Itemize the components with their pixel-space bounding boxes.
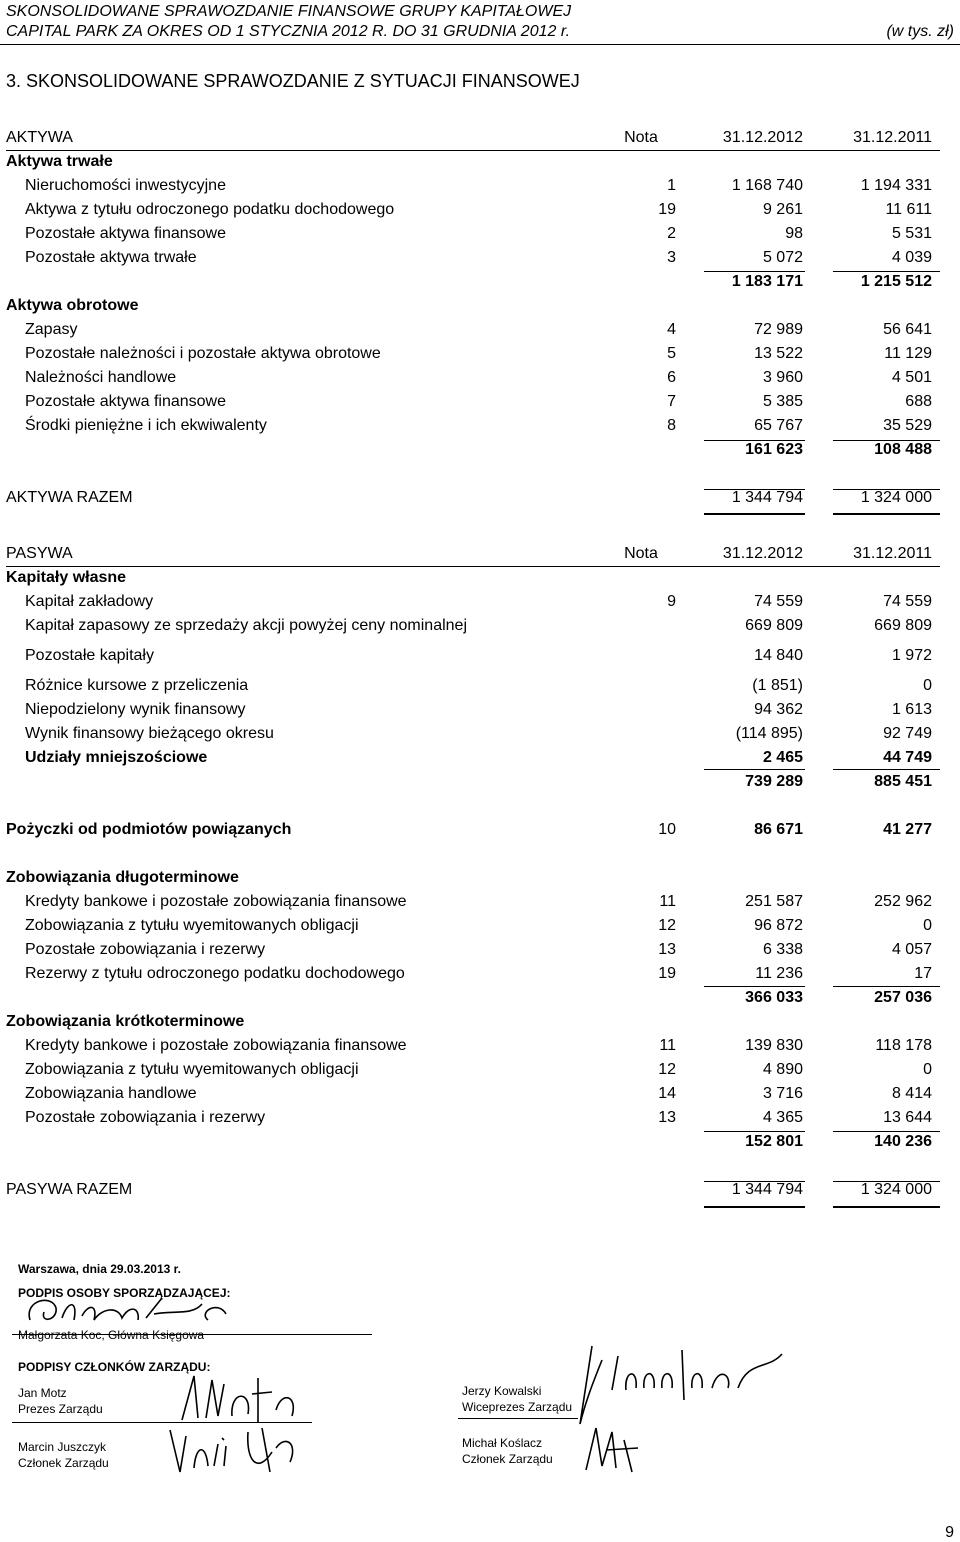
table-row bbox=[6, 222, 940, 246]
report-period: CAPITAL PARK ZA OKRES OD 1 STYCZNIA 2012 R. DO 31 GRUDNIA 2012 r. bbox=[6, 23, 571, 40]
row-label: Pozostałe kapitały bbox=[25, 647, 154, 664]
table-row bbox=[6, 962, 940, 986]
row-note: 11 bbox=[659, 1037, 676, 1054]
table-row bbox=[6, 366, 940, 390]
col-2011-header: 31.12.2011 bbox=[853, 129, 932, 146]
row-value-2012: 11 236 bbox=[755, 965, 803, 982]
row-note: 4 bbox=[667, 321, 676, 338]
liabilities-header-row bbox=[6, 542, 940, 566]
related-loans-2012: 86 671 bbox=[754, 821, 803, 838]
table-row bbox=[6, 1106, 940, 1130]
row-label: Zobowiązania z tytułu wyemitowanych obligacji bbox=[25, 1061, 359, 1078]
row-note: 3 bbox=[667, 249, 676, 266]
row-note: 9 bbox=[667, 593, 676, 610]
member-signature bbox=[572, 1420, 652, 1476]
row-label: Nieruchomości inwestycyjne bbox=[25, 177, 226, 194]
table-row bbox=[6, 414, 940, 438]
subtotal-2011: 1 215 512 bbox=[860, 273, 932, 290]
header-divider bbox=[0, 44, 960, 45]
row-value-2011: 669 809 bbox=[874, 617, 932, 634]
row-value-2011: 11 129 bbox=[884, 345, 932, 362]
minority-2011: 44 749 bbox=[883, 749, 932, 766]
row-label: Kredyty bankowe i pozostałe zobowiązania finansowe bbox=[25, 893, 407, 910]
row-value-2011: 11 611 bbox=[885, 201, 932, 218]
table-row bbox=[6, 614, 940, 638]
row-note: 11 bbox=[659, 893, 676, 910]
col-2011-header: 31.12.2011 bbox=[853, 545, 932, 562]
row-label: Zapasy bbox=[25, 321, 78, 338]
subtotal-2012: 1 183 171 bbox=[731, 273, 803, 290]
row-value-2011: 56 641 bbox=[883, 321, 932, 338]
page-number: 9 bbox=[945, 1524, 954, 1541]
total-double-rule bbox=[833, 513, 940, 515]
minority-label: Udziały mniejszościowe bbox=[25, 749, 208, 766]
row-value-2011: 118 178 bbox=[875, 1037, 932, 1054]
row-label: Kapitał zapasowy ze sprzedaży akcji powyżej ceny nominalnej bbox=[25, 617, 467, 634]
row-label: Różnice kursowe z przeliczenia bbox=[25, 677, 249, 694]
row-label: Kapitał zakładowy bbox=[25, 593, 154, 610]
liabilities-header-rule bbox=[6, 566, 940, 567]
liabilities-total-label: PASYWA RAZEM bbox=[6, 1181, 133, 1198]
col-2012-header: 31.12.2012 bbox=[722, 545, 803, 562]
preparer-name: Małgorzata Koc, Główna Księgowa bbox=[18, 1328, 205, 1342]
board-heading: PODPISY CZŁONKÓW ZARZĄDU: bbox=[18, 1360, 211, 1374]
minority-row bbox=[6, 746, 940, 770]
row-value-2012: 139 830 bbox=[745, 1037, 803, 1054]
total-rule bbox=[833, 1181, 940, 1182]
table-row bbox=[6, 1034, 940, 1058]
row-value-2012: 72 989 bbox=[754, 321, 803, 338]
subtotal-rule bbox=[704, 271, 805, 272]
row-value-2011: 8 414 bbox=[891, 1085, 932, 1102]
liabilities-heading: PASYWA bbox=[6, 545, 73, 562]
total-rule bbox=[704, 1181, 805, 1182]
signature-line bbox=[458, 1418, 578, 1419]
subtotal-2011: 885 451 bbox=[874, 773, 932, 790]
currency-unit: (w tys. zł) bbox=[886, 23, 954, 40]
row-value-2012: 65 767 bbox=[754, 417, 803, 434]
row-value-2012: 669 809 bbox=[745, 617, 803, 634]
row-value-2011: 5 531 bbox=[891, 225, 932, 242]
row-label: Pozostałe należności i pozostałe aktywa obrotowe bbox=[25, 345, 381, 362]
row-value-2011: 252 962 bbox=[874, 893, 932, 910]
row-note: 1 bbox=[667, 177, 676, 194]
row-note: 10 bbox=[658, 821, 676, 838]
shortterm-heading-row bbox=[6, 1010, 940, 1034]
shortterm-heading: Zobowiązania krótkoterminowe bbox=[6, 1013, 245, 1030]
row-value-2012: 94 362 bbox=[754, 701, 803, 718]
row-value-2011: 74 559 bbox=[883, 593, 932, 610]
col-note-header: Nota bbox=[624, 545, 658, 562]
liabilities-total-2012: 1 344 794 bbox=[731, 1181, 803, 1198]
row-value-2012: 98 bbox=[785, 225, 803, 242]
table-row bbox=[6, 318, 940, 342]
member-name: Jan Motz bbox=[18, 1386, 67, 1400]
related-loans-label: Pożyczki od podmiotów powiązanych bbox=[6, 821, 292, 838]
subtotal-rule bbox=[833, 440, 940, 441]
row-label: Pozostałe aktywa finansowe bbox=[25, 393, 226, 410]
member-role: Członek Zarządu bbox=[18, 1456, 109, 1470]
row-note: 7 bbox=[667, 393, 676, 410]
equity-heading-row bbox=[6, 566, 940, 590]
table-row bbox=[6, 914, 940, 938]
subtotal-rule bbox=[704, 1131, 805, 1132]
row-value-2012: 13 522 bbox=[754, 345, 803, 362]
row-value-2012: 1 168 740 bbox=[731, 177, 803, 194]
related-loans-2011: 41 277 bbox=[883, 821, 932, 838]
row-value-2012: (114 895) bbox=[735, 725, 803, 742]
table-row bbox=[6, 174, 940, 198]
liabilities-total-2011: 1 324 000 bbox=[860, 1181, 932, 1198]
longterm-heading: Zobowiązania długoterminowe bbox=[6, 869, 239, 886]
subtotal-2012: 366 033 bbox=[745, 989, 803, 1006]
assets-total-2011: 1 324 000 bbox=[860, 489, 932, 506]
row-note: 13 bbox=[658, 941, 676, 958]
row-label: Rezerwy z tytułu odroczonego podatku dochodowego bbox=[25, 965, 405, 982]
assets-header-row bbox=[6, 126, 940, 150]
row-value-2012: 5 072 bbox=[762, 249, 803, 266]
row-label: Pozostałe zobowiązania i rezerwy bbox=[25, 941, 266, 958]
row-value-2012: 5 385 bbox=[762, 393, 803, 410]
row-note: 14 bbox=[658, 1085, 676, 1102]
row-label: Zobowiązania handlowe bbox=[25, 1085, 197, 1102]
table-row bbox=[6, 342, 940, 366]
row-value-2012: 251 587 bbox=[745, 893, 803, 910]
row-value-2011: 0 bbox=[923, 917, 932, 934]
row-value-2011: 4 039 bbox=[891, 249, 932, 266]
longterm-total-row bbox=[6, 986, 940, 1010]
row-value-2012: 6 338 bbox=[762, 941, 803, 958]
row-label: Pozostałe aktywa trwałe bbox=[25, 249, 197, 266]
row-label: Pozostałe aktywa finansowe bbox=[25, 225, 226, 242]
row-note: 5 bbox=[667, 345, 676, 362]
row-value-2012: 14 840 bbox=[754, 647, 803, 664]
table-row bbox=[6, 698, 940, 722]
equity-total-row bbox=[6, 770, 940, 794]
row-value-2011: 0 bbox=[923, 677, 932, 694]
subtotal-rule bbox=[833, 769, 940, 770]
member-name: Marcin Juszczyk bbox=[18, 1440, 107, 1454]
preparer-signature bbox=[22, 1290, 242, 1332]
row-label: Środki pieniężne i ich ekwiwalenty bbox=[25, 417, 267, 434]
report-header-line1: SKONSOLIDOWANE SPRAWOZDANIE FINANSOWE GRUPY KAPITAŁOWEJ bbox=[6, 3, 572, 20]
table-row bbox=[6, 198, 940, 222]
col-note-header: Nota bbox=[624, 129, 658, 146]
table-row bbox=[6, 1058, 940, 1082]
noncurrent-total-row bbox=[6, 270, 940, 294]
assets-total-label: AKTYWA RAZEM bbox=[6, 489, 133, 506]
subtotal-rule bbox=[833, 1131, 940, 1132]
col-2012-header: 31.12.2012 bbox=[722, 129, 803, 146]
subtotal-rule bbox=[833, 271, 940, 272]
related-loans-row bbox=[6, 818, 940, 842]
member-name: Michał Koślacz bbox=[462, 1436, 543, 1450]
row-value-2011: 1 613 bbox=[891, 701, 932, 718]
subtotal-2011: 108 488 bbox=[874, 441, 932, 458]
row-value-2011: 92 749 bbox=[883, 725, 932, 742]
assets-total-2012: 1 344 794 bbox=[731, 489, 803, 506]
table-row bbox=[6, 938, 940, 962]
equity-heading: Kapitały własne bbox=[6, 569, 127, 586]
subtotal-2011: 140 236 bbox=[874, 1133, 932, 1150]
row-value-2012: 74 559 bbox=[754, 593, 803, 610]
table-row bbox=[6, 246, 940, 270]
current-heading-row bbox=[6, 294, 940, 318]
row-value-2011: 688 bbox=[905, 393, 932, 410]
subtotal-2012: 739 289 bbox=[745, 773, 803, 790]
minority-2012: 2 465 bbox=[762, 749, 803, 766]
liabilities-table bbox=[6, 542, 940, 1202]
row-value-2011: 0 bbox=[923, 1061, 932, 1078]
total-double-rule bbox=[833, 1206, 940, 1208]
row-value-2011: 4 057 bbox=[891, 941, 932, 958]
subtotal-rule bbox=[833, 986, 940, 987]
place-date: Warszawa, dnia 29.03.2013 r. bbox=[18, 1262, 181, 1276]
signature-block bbox=[12, 1250, 612, 1490]
table-row bbox=[6, 1082, 940, 1106]
row-value-2012: (1 851) bbox=[752, 677, 803, 694]
row-note: 19 bbox=[658, 201, 676, 218]
row-label: Zobowiązania z tytułu wyemitowanych obligacji bbox=[25, 917, 359, 934]
row-label: Wynik finansowy bieżącego okresu bbox=[25, 725, 274, 742]
longterm-heading-row bbox=[6, 866, 940, 890]
row-value-2012: 4 890 bbox=[762, 1061, 803, 1078]
assets-table bbox=[6, 126, 940, 510]
row-label: Aktywa z tytułu odroczonego podatku dochodowego bbox=[25, 201, 395, 218]
subtotal-2012: 161 623 bbox=[745, 441, 803, 458]
row-label: Pozostałe zobowiązania i rezerwy bbox=[25, 1109, 266, 1126]
table-row bbox=[6, 722, 940, 746]
member-role: Prezes Zarządu bbox=[18, 1402, 103, 1416]
member-role: Wiceprezes Zarządu bbox=[462, 1400, 573, 1414]
row-value-2012: 3 716 bbox=[762, 1085, 803, 1102]
row-value-2012: 96 872 bbox=[754, 917, 803, 934]
row-note: 12 bbox=[658, 917, 676, 934]
total-double-rule bbox=[704, 1206, 805, 1208]
table-row bbox=[6, 638, 940, 668]
row-value-2011: 4 501 bbox=[891, 369, 932, 386]
table-row bbox=[6, 668, 940, 698]
section-title: 3. SKONSOLIDOWANE SPRAWOZDANIE Z SYTUACJI FINANSOWEJ bbox=[6, 71, 580, 91]
row-value-2011: 13 644 bbox=[883, 1109, 932, 1126]
shortterm-total-row bbox=[6, 1130, 940, 1154]
row-value-2011: 35 529 bbox=[883, 417, 932, 434]
row-note: 2 bbox=[667, 225, 676, 242]
subtotal-2011: 257 036 bbox=[874, 989, 932, 1006]
row-value-2012: 3 960 bbox=[762, 369, 803, 386]
table-row bbox=[6, 590, 940, 614]
assets-heading: AKTYWA bbox=[6, 129, 73, 146]
subtotal-rule bbox=[704, 986, 805, 987]
row-note: 6 bbox=[667, 369, 676, 386]
row-label: Należności handlowe bbox=[25, 369, 177, 386]
row-value-2012: 9 261 bbox=[762, 201, 803, 218]
row-label: Niepodzielony wynik finansowy bbox=[25, 701, 246, 718]
noncurrent-heading: Aktywa trwałe bbox=[6, 153, 113, 170]
row-note: 8 bbox=[667, 417, 676, 434]
table-row bbox=[6, 390, 940, 414]
member-signature bbox=[572, 1340, 802, 1430]
current-total-row bbox=[6, 438, 940, 462]
row-note: 13 bbox=[658, 1109, 676, 1126]
subtotal-rule bbox=[704, 440, 805, 441]
row-label: Kredyty bankowe i pozostałe zobowiązania finansowe bbox=[25, 1037, 407, 1054]
current-heading: Aktywa obrotowe bbox=[6, 297, 139, 314]
row-note: 19 bbox=[658, 965, 676, 982]
total-rule bbox=[704, 489, 805, 490]
row-value-2011: 17 bbox=[914, 965, 932, 982]
table-row bbox=[6, 890, 940, 914]
noncurrent-heading-row bbox=[6, 150, 940, 174]
member-name: Jerzy Kowalski bbox=[462, 1384, 542, 1398]
member-role: Członek Zarządu bbox=[462, 1452, 553, 1466]
row-value-2011: 1 194 331 bbox=[860, 177, 932, 194]
total-double-rule bbox=[704, 513, 805, 515]
total-rule bbox=[833, 489, 940, 490]
row-note: 12 bbox=[658, 1061, 676, 1078]
subtotal-2012: 152 801 bbox=[745, 1133, 803, 1150]
member-signature bbox=[172, 1370, 312, 1430]
subtotal-rule bbox=[704, 769, 805, 770]
member-signature bbox=[162, 1422, 312, 1478]
preparer-heading: PODPIS OSOBY SPORZĄDZAJĄCEJ: bbox=[18, 1286, 231, 1300]
row-value-2012: 4 365 bbox=[762, 1109, 803, 1126]
assets-header-rule bbox=[6, 150, 940, 151]
row-value-2011: 1 972 bbox=[891, 647, 932, 664]
report-header-line2 bbox=[6, 22, 954, 42]
